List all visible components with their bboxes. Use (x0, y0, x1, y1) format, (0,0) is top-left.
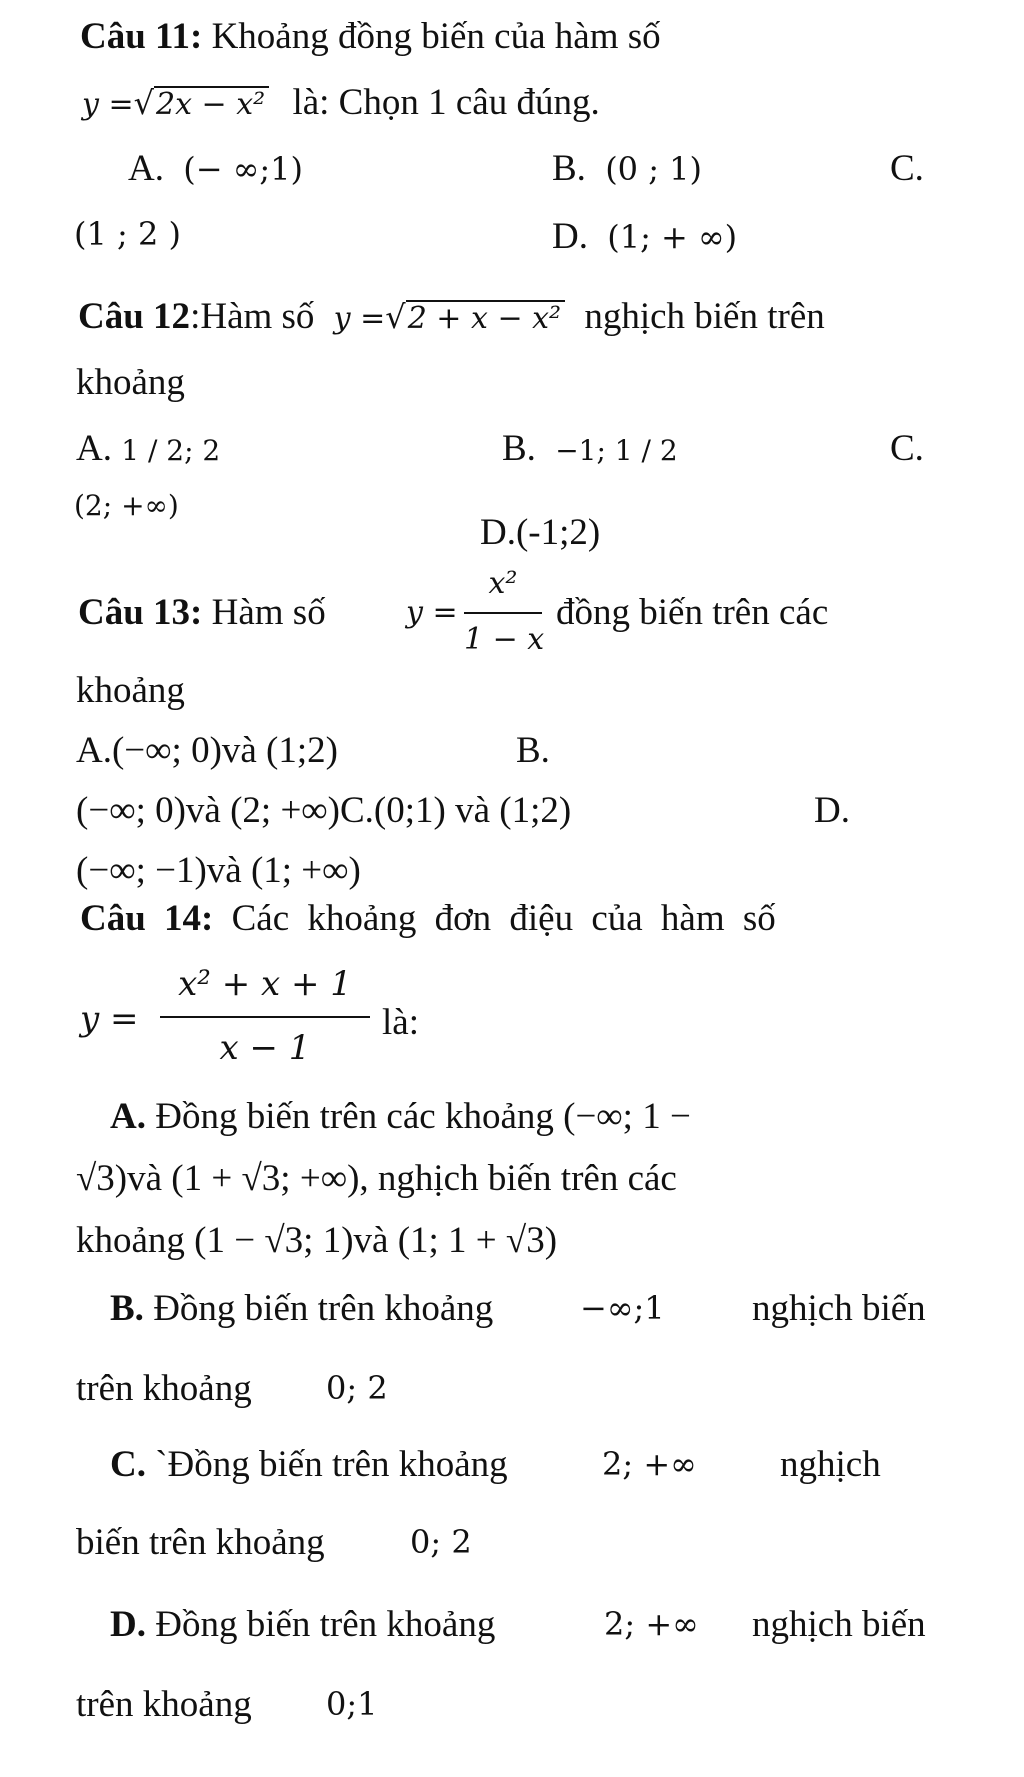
q14-option-d-tail: nghịch biến (752, 1604, 926, 1645)
q13-tail: đồng biến trên các (556, 592, 829, 633)
q14-option-a-label: A. (110, 1096, 146, 1137)
q14-option-d-label: D. (110, 1604, 146, 1645)
q13-option-b-label[interactable]: B. (516, 730, 550, 771)
q12-option-c-label[interactable]: C. (890, 428, 924, 469)
q14-option-d[interactable] (110, 1606, 495, 1643)
q14-title (80, 900, 776, 937)
q12-title: Câu 12:Hàm số y =√2 + x − x² nghịch biến trên (78, 296, 825, 337)
q12-option-c-value: (2; +∞) (74, 489, 179, 522)
q14-option-b[interactable] (110, 1290, 493, 1327)
q14-tail: là: (382, 1002, 419, 1043)
q14-option-d-interval2: 0;1 (326, 1685, 378, 1723)
q14-option-b-interval1: −∞;1 (580, 1289, 665, 1327)
q12-tail: nghịch biến trên (584, 296, 825, 337)
q14-prompt: Các khoảng đơn điệu của hàm số (231, 898, 776, 939)
q13-number: Câu 13: (78, 592, 203, 633)
q14-formula-y: y = (80, 999, 139, 1039)
q11-tail: là: Chọn 1 câu đúng. (292, 82, 600, 123)
q14-option-a-line3: khoảng (1 − √3; 1)và (1; 1 + √3) (76, 1220, 558, 1261)
q14-option-c-tail: nghịch (780, 1444, 881, 1485)
q14-formula-denominator: x − 1 (219, 1028, 311, 1068)
q12-formula-y: y = (333, 301, 386, 336)
q14-option-b-tail: nghịch biến (752, 1288, 926, 1329)
q11-option-c-value: (1 ; 2 ) (74, 215, 181, 253)
q13-tail2: khoảng (76, 670, 185, 711)
q11-formula-radicand: 2x − x² (154, 86, 269, 120)
q14-option-d-line2: trên khoảng (76, 1684, 252, 1725)
q14-option-c[interactable] (110, 1446, 508, 1483)
q14-option-a-line2: √3)và (1 + √3; +∞), nghịch biến trên các (76, 1158, 677, 1199)
q12-formula-radicand: 2 + x − x² (406, 300, 565, 334)
q14-formula-numerator: x² + x + 1 (178, 964, 352, 1004)
q12-option-b[interactable] (502, 430, 678, 467)
q11-title (80, 18, 661, 55)
q14-option-c-line2: biến trên khoảng (76, 1522, 325, 1563)
q14-option-a-line1: Đồng biến trên các khoảng (−∞; 1 − (155, 1096, 691, 1137)
q11-number: Câu 11: (80, 16, 203, 57)
q11-option-a-label: A. (128, 148, 164, 189)
q12-tail2: khoảng (76, 362, 185, 403)
q14-number: Câu 14: (80, 898, 214, 939)
q12-option-a[interactable] (76, 430, 220, 467)
q13-formula-fraction (464, 566, 545, 662)
q14-fraction-bar (160, 1016, 370, 1018)
q12-option-d[interactable]: D.(-1;2) (480, 512, 601, 553)
q11-option-d-value: (1; + ∞) (607, 218, 738, 256)
q11-formula-y: y = (82, 87, 134, 122)
q13-title (78, 594, 326, 631)
q14-option-a[interactable] (110, 1098, 691, 1135)
q13-option-b-c-line[interactable]: (−∞; 0)và (2; +∞)C.(0;1) và (1;2) (76, 790, 572, 831)
q12-number: Câu 12 (78, 296, 191, 337)
q11-option-c-label[interactable]: C. (890, 148, 924, 189)
q13-formula-y: y = (406, 595, 458, 630)
q11-option-d-label: D. (552, 216, 588, 257)
q11-option-a-value: (− ∞;1) (183, 150, 303, 188)
q11-option-b[interactable] (552, 150, 702, 187)
q14-option-b-interval2: 0; 2 (326, 1369, 388, 1407)
q13-prompt: Hàm số (211, 592, 326, 633)
q11-prompt: Khoảng đồng biến của hàm số (211, 16, 661, 57)
q11-option-b-label: B. (552, 148, 586, 189)
q12-prompt: :Hàm số (190, 296, 315, 337)
q12-option-a-value: 1 / 2; 2 (121, 434, 221, 467)
q11-option-d[interactable] (552, 218, 737, 255)
q14-option-b-text: Đồng biến trên khoảng (153, 1288, 494, 1329)
q12-option-b-value: −1; 1 / 2 (555, 434, 678, 467)
q13-formula-numerator: x² (488, 566, 518, 601)
q11-option-b-value: (0 ; 1) (605, 150, 702, 188)
q14-option-c-interval1: 2; +∞ (602, 1445, 697, 1483)
q13-formula-denominator: 1 − x (464, 622, 545, 657)
q14-option-c-interval2: 0; 2 (410, 1523, 472, 1561)
q12-option-a-label: A. (76, 428, 112, 469)
q11-formula-line: y =√2x − x² là: Chọn 1 câu đúng. (82, 82, 600, 123)
q12-option-b-label: B. (502, 428, 536, 469)
q14-option-d-text: Đồng biến trên khoảng (155, 1604, 496, 1645)
q14-option-c-label: C. (110, 1444, 146, 1485)
q14-formula-fraction (160, 962, 370, 1074)
q14-option-b-label: B. (110, 1288, 144, 1329)
q14-option-c-text: `Đồng biến trên khoảng (155, 1444, 508, 1485)
q13-option-a[interactable]: A.(−∞; 0)và (1;2) (76, 730, 338, 771)
q13-fraction-bar (464, 612, 542, 614)
q13-option-d-label[interactable]: D. (814, 790, 850, 831)
q14-option-b-line2: trên khoảng (76, 1368, 252, 1409)
q13-option-d[interactable]: (−∞; −1)và (1; +∞) (76, 850, 361, 891)
q14-option-d-interval1: 2; +∞ (604, 1605, 699, 1643)
q11-option-a[interactable] (128, 150, 303, 187)
